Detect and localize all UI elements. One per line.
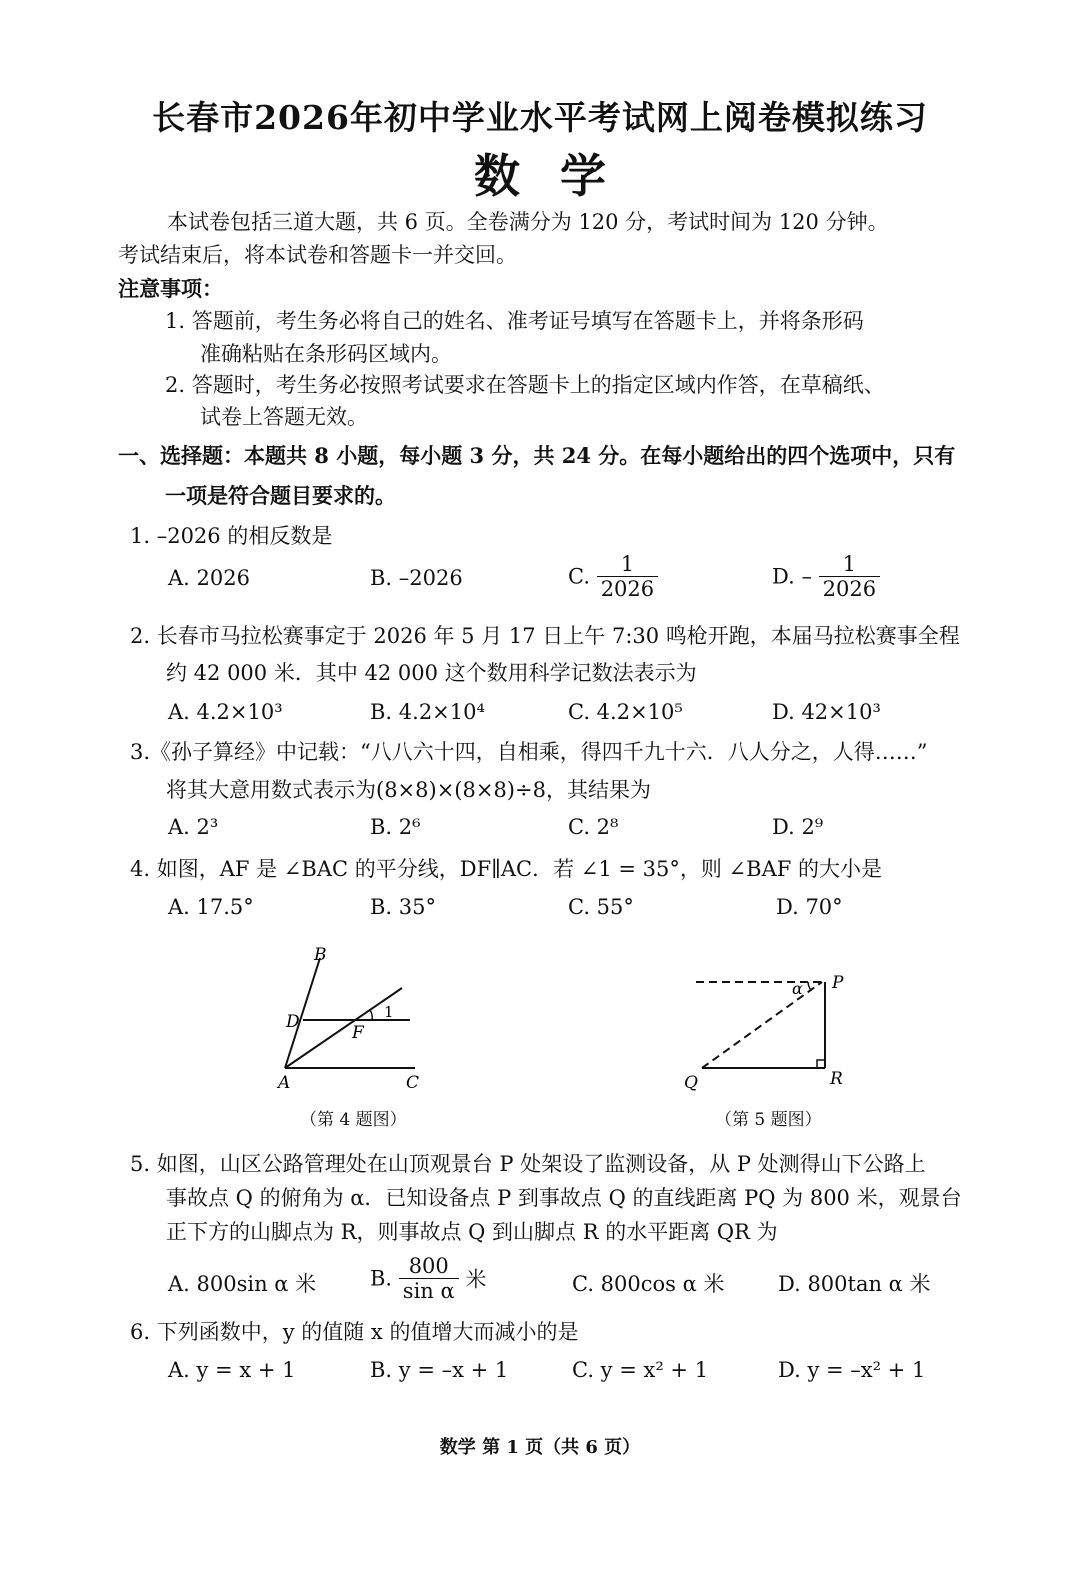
label-p: P (832, 973, 844, 993)
q5-line-3: 正下方的山脚点为 R，则事故点 Q 到山脚点 R 的水平距离 QR 为 (166, 1220, 778, 1244)
q6-option-b: B. y = –x + 1 (370, 1358, 509, 1382)
q3-option-c: C. 2⁸ (568, 815, 619, 839)
section-1-line-1: 一、选择题：本题共 8 小题，每小题 3 分，共 24 分。在每小题给出的四个选项中，只有 (118, 443, 956, 468)
intro-line-1: 本试卷包括三道大题，共 6 页。全卷满分为 120 分，考试时间为 120 分钟。 (167, 210, 889, 234)
right-angle-mark (817, 1060, 825, 1068)
q1-option-b: B. –2026 (370, 566, 463, 590)
q6-option-d: D. y = –x² + 1 (778, 1358, 926, 1382)
q5-line-2: 事故点 Q 的俯角为 α．已知设备点 P 到事故点 Q 的直线距离 PQ 为 800 米，观景台 (166, 1186, 962, 1210)
label-d: D (286, 1012, 300, 1032)
label-alpha: α (792, 979, 803, 998)
q1-option-d-fraction (819, 552, 880, 601)
label-b: B (314, 945, 327, 965)
figure-5-caption: （第 5 题图） (715, 1110, 822, 1130)
q1-option-a: A. 2026 (168, 566, 250, 590)
q6-option-a: A. y = x + 1 (168, 1358, 296, 1382)
q5-option-b (370, 1254, 486, 1303)
label-r: R (830, 1069, 843, 1089)
q2-option-c: C. 4.2×10⁵ (568, 700, 683, 724)
q5-line-1: 5. 如图，山区公路管理处在山顶观景台 P 处架设了监测设备，从 P 处测得山下公路上 (130, 1152, 926, 1176)
q1-option-c-fraction (597, 552, 658, 601)
angle-1-arc (370, 1010, 372, 1020)
figure-5 (680, 960, 860, 1095)
q5-option-d: D. 800tan α 米 (778, 1272, 931, 1296)
q1-option-d-label: D. – (772, 564, 812, 589)
note-2-line-1: 2. 答题时，考生务必按照考试要求在答题卡上的指定区域内作答，在草稿纸、 (165, 373, 885, 397)
label-c: C (406, 1073, 420, 1093)
label-angle-1: 1 (384, 1003, 394, 1021)
angle-alpha-arc (808, 982, 811, 990)
q1-option-d-numerator: 1 (819, 552, 880, 577)
q1-option-c-label: C. (568, 564, 590, 589)
q4-option-a: A. 17.5° (168, 895, 254, 919)
q3-line-1: 3.《孙子算经》中记载：“八八六十四，自相乘，得四千九十六．八人分之，人得……” (130, 740, 928, 764)
q5-option-c: C. 800cos α 米 (572, 1272, 725, 1296)
q6-stem: 6. 下列函数中，y 的值随 x 的值增大而减小的是 (130, 1320, 579, 1344)
note-1-line-2: 准确粘贴在条形码区域内。 (200, 342, 452, 366)
q3-option-b: B. 2⁶ (370, 815, 421, 839)
exam-title: 长春市2026年初中学业水平考试网上阅卷模拟练习 (152, 98, 928, 137)
figure-4-caption: （第 4 题图） (300, 1110, 407, 1130)
q3-option-a: A. 2³ (168, 815, 219, 839)
note-2-line-2: 试卷上答题无效。 (200, 405, 368, 429)
q5-option-b-label: B. (370, 1266, 393, 1291)
intro-line-2: 考试结束后，将本试卷和答题卡一并交回。 (118, 243, 517, 267)
label-f: F (352, 1023, 364, 1043)
line-af (285, 988, 402, 1068)
q2-option-d: D. 42×10³ (772, 700, 881, 724)
label-q: Q (684, 1073, 698, 1093)
q2-line-1: 2. 长春市马拉松赛事定于 2026 年 5 月 17 日上午 7:30 鸣枪开跑，本届马拉松赛事全程 (130, 624, 960, 648)
label-a: A (278, 1073, 291, 1093)
figure-4 (270, 940, 440, 1100)
notes-heading: 注意事项： (118, 276, 223, 301)
q1-option-c-denominator: 2026 (600, 577, 655, 601)
q1-stem: 1. –2026 的相反数是 (130, 524, 333, 548)
q1-option-c (568, 552, 658, 601)
q1-option-c-numerator: 1 (597, 552, 658, 577)
q1-option-d (772, 552, 880, 601)
q2-option-b: B. 4.2×10⁴ (370, 700, 485, 724)
q4-option-d: D. 70° (776, 895, 843, 919)
q5-option-b-denominator: sin α (402, 1279, 455, 1303)
page-footer: 数学 第 1 页（共 6 页） (439, 1437, 641, 1458)
q5-option-b-unit: 米 (465, 1267, 487, 1292)
subject-title: 数学 (474, 149, 646, 203)
q2-option-a: A. 4.2×10³ (168, 700, 283, 724)
note-1-line-1: 1. 答题前，考生务必将自己的姓名、准考证号填写在答题卡上，并将条形码 (165, 309, 864, 333)
q3-option-d: D. 2⁹ (772, 815, 824, 839)
q2-line-2: 约 42 000 米．其中 42 000 这个数用科学记数法表示为 (166, 661, 697, 685)
q3-line-2: 将其大意用数式表示为(8×8)×(8×8)÷8，其结果为 (166, 778, 651, 802)
q4-stem: 4. 如图，AF 是 ∠BAC 的平分线，DF∥AC．若 ∠1 = 35°，则 ∠BAF 的大小是 (130, 857, 882, 881)
section-1-line-2: 一项是符合题目要求的。 (165, 483, 396, 508)
q5-option-b-fraction (399, 1254, 459, 1303)
q5-option-b-numerator: 800 (399, 1254, 459, 1279)
q5-option-a: A. 800sin α 米 (168, 1272, 317, 1296)
q6-option-c: C. y = x² + 1 (572, 1358, 709, 1382)
q4-option-c: C. 55° (568, 895, 634, 919)
q4-option-b: B. 35° (370, 895, 437, 919)
line-pq (702, 982, 822, 1068)
q1-option-d-denominator: 2026 (822, 577, 877, 601)
